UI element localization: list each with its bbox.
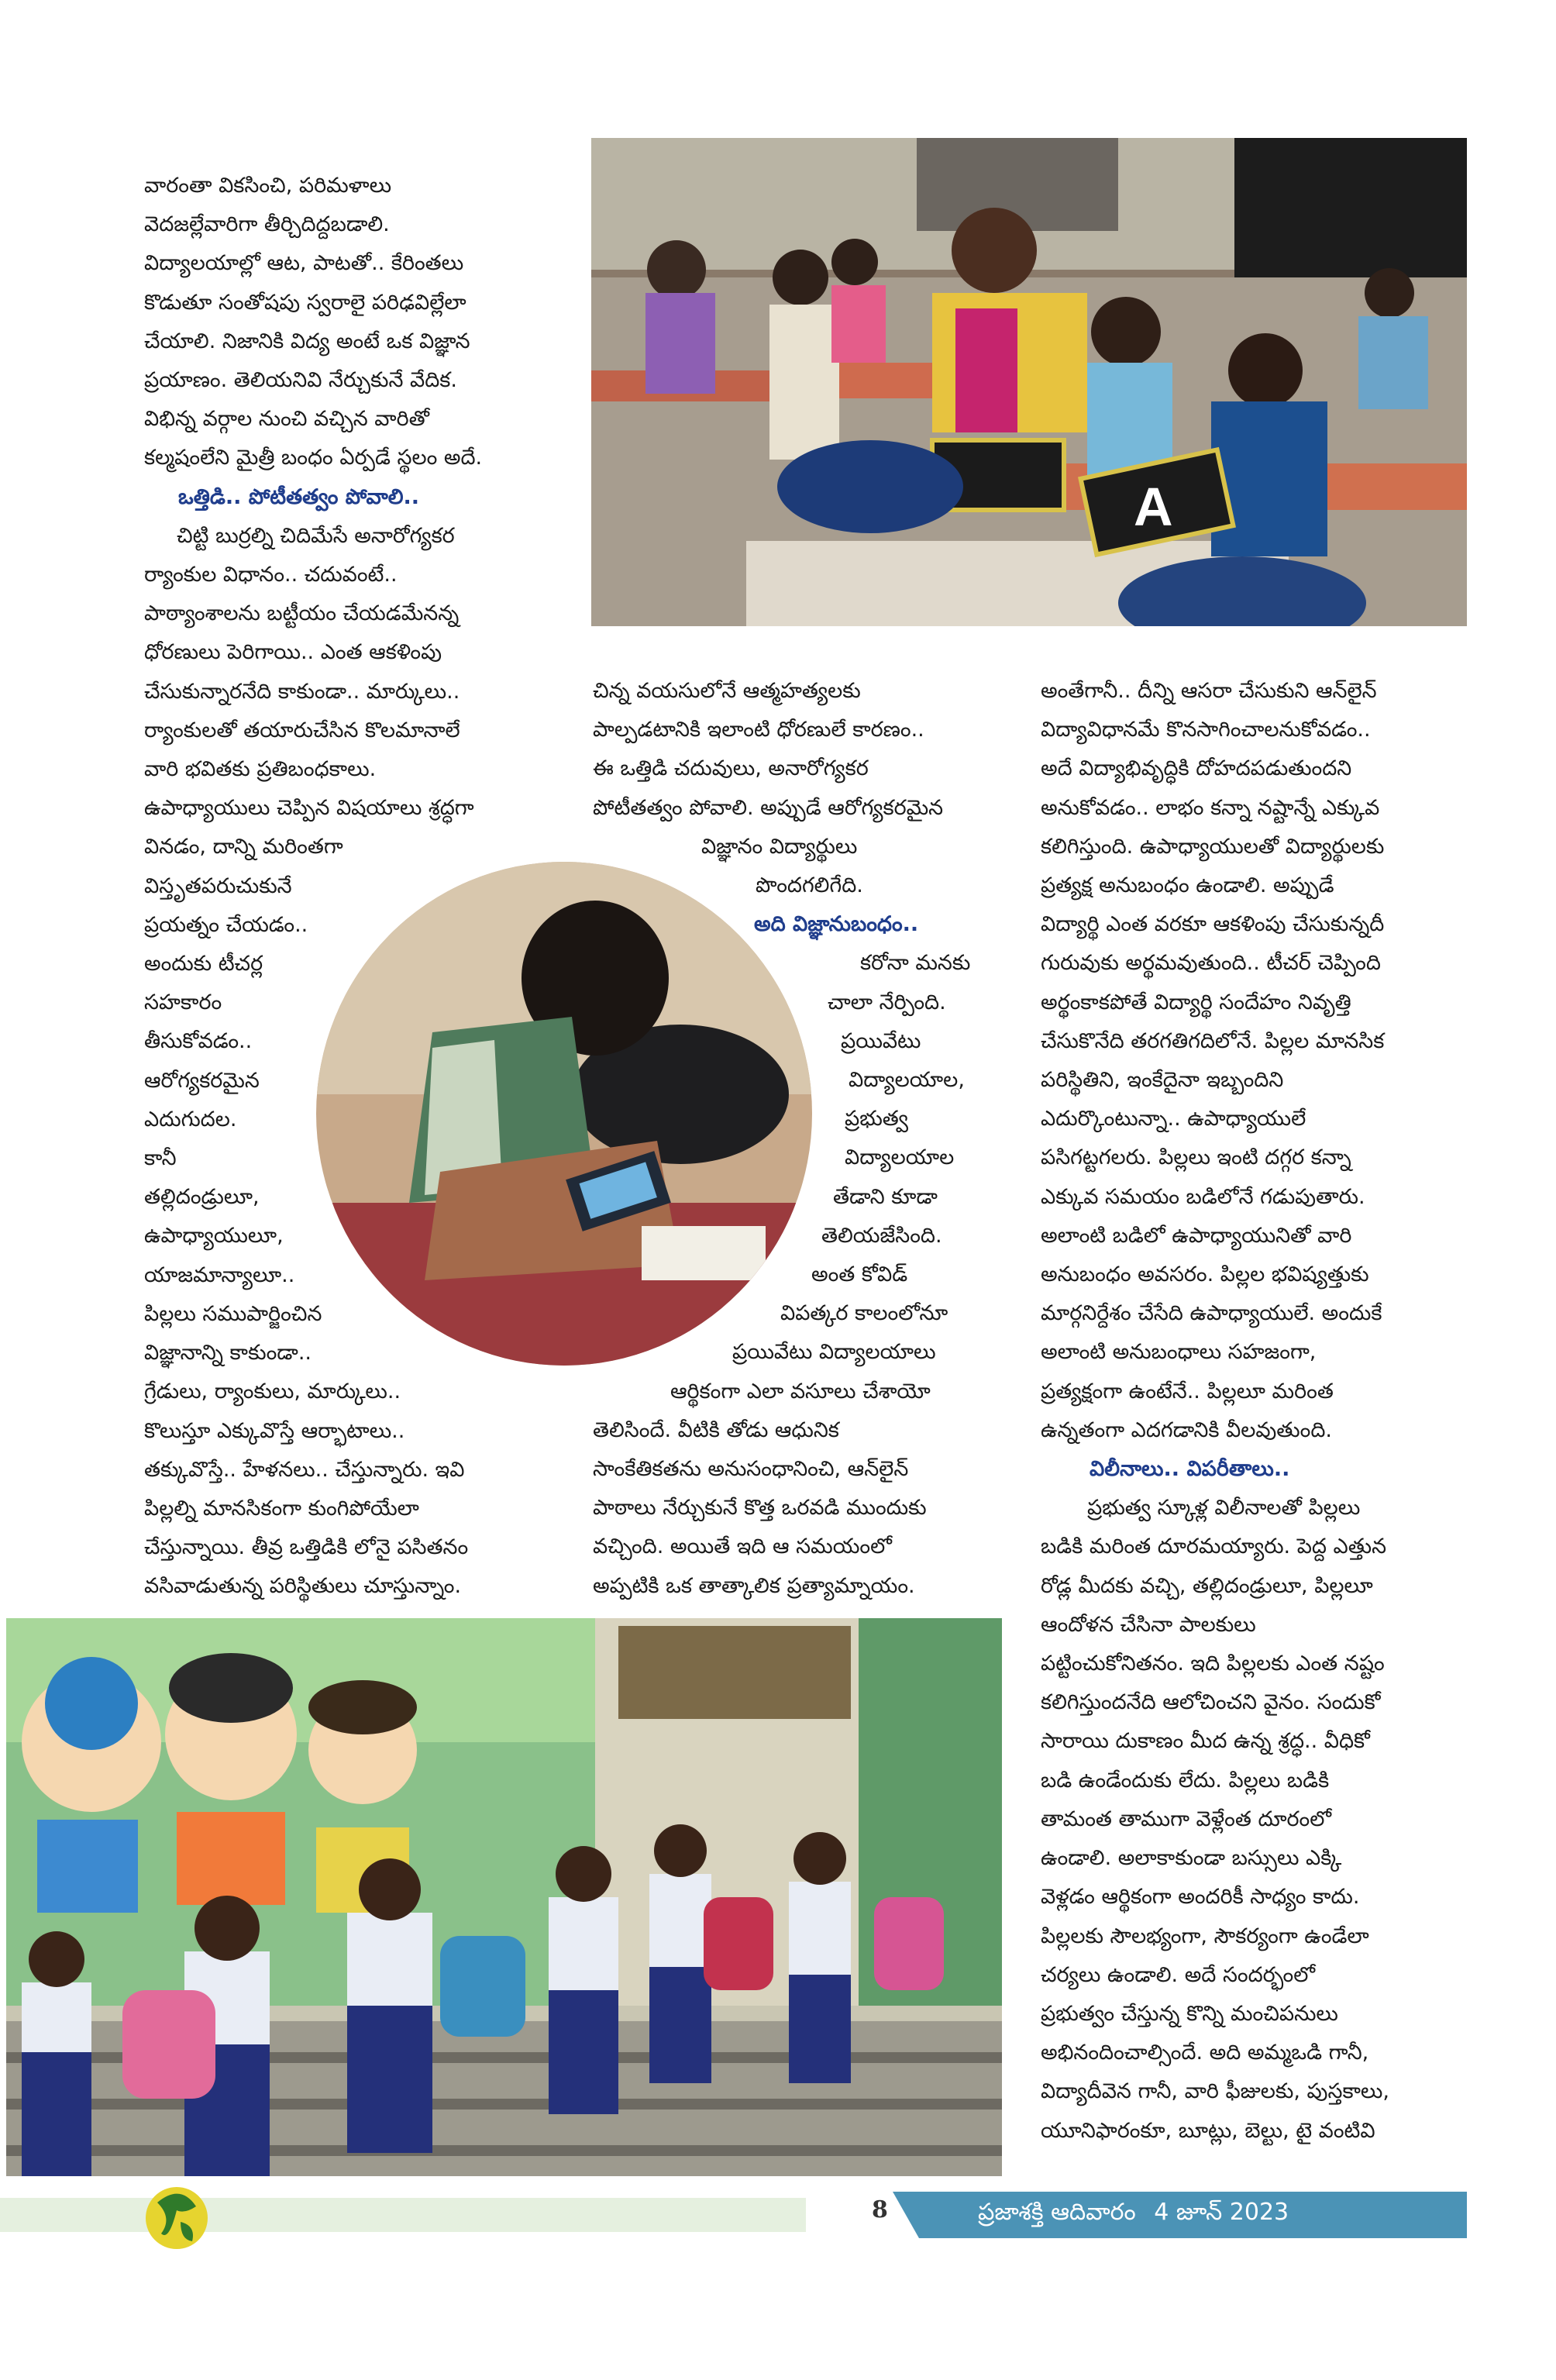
text-line: వారంతా వికసించి, పరిమళాలు [144, 174, 392, 198]
text-line: కానీ [144, 1146, 177, 1171]
text-line: చాలా నేర్పింది. [828, 990, 946, 1014]
text-line: ఈ ఒత్తిడి చదువులు, అనారోగ్యకర [593, 756, 869, 781]
child-phone-photo [316, 862, 812, 1366]
text-line: కరోనా మనకు [860, 951, 971, 976]
text-line: సారాయి దుకాణం మీద ఉన్న శ్రద్ధ.. వీధికో [1041, 1729, 1370, 1754]
text-line: వసివాడుతున్న పరిస్థితులు చూస్తున్నాం. [144, 1574, 462, 1599]
text-line: అర్థంకాకపోతే విద్యార్థి సందేహం నివృత్తి [1041, 990, 1351, 1014]
text-line: ప్రయాణం. తెలియనివి నేర్చుకునే వేదిక. [144, 368, 457, 393]
article-column-3 [1041, 672, 1389, 2151]
section-heading: విలీనాలు.. విపరీతాలు.. [1090, 1457, 1290, 1482]
text-line: పిల్లలకు సౌలభ్యంగా, సౌకర్యంగా ఉండేలా [1041, 1924, 1369, 1948]
text-line: పరిస్థితిని, ఇంకేదైనా ఇబ్బందిని [1041, 1068, 1284, 1093]
text-line: అభినందించాల్సిందే. అది అమ్మఒడి గానీ, [1041, 2041, 1369, 2065]
text-line: వచ్చింది. అయితే ఇది ఆ సమయంలో [593, 1534, 892, 1559]
text-line: ఎక్కువ సమయం బడిలోనే గడుపుతారు. [1041, 1184, 1365, 1209]
text-line: తల్లిదండ్రులూ, [144, 1185, 260, 1210]
footer-band [0, 2192, 1556, 2238]
text-line: ఉపాధ్యాయులు చెప్పిన విషయాలు శ్రద్ధగా [144, 796, 474, 821]
text-line: అందుకు టీచర్ల [144, 952, 263, 976]
text-line: వెళ్లడం ఆర్థికంగా అందరికీ సాధ్యం కాదు. [1041, 1885, 1360, 1910]
text-line: ఆందోళన చేసినా పాలకులు [1041, 1612, 1256, 1637]
text-line: ప్రభుత్వం చేస్తున్న కొన్ని మంచిపనులు [1041, 2001, 1338, 2026]
text-line: సహకారం [144, 990, 222, 1015]
text-line: తక్కువొస్తే.. హేళనలు.. చేస్తున్నారు. ఇవి [144, 1457, 465, 1482]
text-line: కలిగిస్తుంది. ఉపాధ్యాయులతో విద్యార్థులకు [1041, 834, 1385, 859]
text-line: పిల్లల్ని మానసికంగా కుంగిపోయేలా [144, 1496, 419, 1521]
text-line: ఉపాధ్యాయులూ, [144, 1224, 284, 1249]
text-line: చిన్న వయసులోనే ఆత్మహత్యలకు [593, 679, 861, 703]
text-line: పాఠాలు నేర్చుకునే కొత్త ఒరవడి ముందుకు [593, 1496, 927, 1521]
text-line: కలిగిస్తుందనేది ఆలోచించని వైనం. సందుకో [1041, 1690, 1381, 1715]
text-line: గ్రేడులు, ర్యాంకులు, మార్కులు.. [144, 1379, 401, 1404]
text-line: ప్రయత్నం చేయడం.. [144, 912, 308, 937]
text-line: ప్రత్యక్షంగా ఉంటేనే.. పిల్లలూ మరింత [1041, 1379, 1334, 1404]
text-line: పసిగట్టగలరు. పిల్లలు ఇంటి దగ్గర కన్నా [1041, 1145, 1351, 1170]
text-line: అంతేగానీ.. దీన్ని ఆసరా చేసుకుని ఆన్‌లైన్ [1041, 679, 1377, 703]
text-line: ర్యాంకులతో తయారుచేసిన కొలమానాలే [144, 718, 460, 742]
text-line: విద్యాదీవెన గానీ, వారి ఫీజులకు, పుస్తకాలు, [1041, 2079, 1389, 2104]
text-line: పాల్పడటానికి ఇలాంటి ధోరణులే కారణం.. [593, 718, 924, 742]
text-line: చేసుకున్నారనేది కాకుండా.. మార్కులు.. [144, 679, 460, 704]
text-line: యాజమాన్యాలూ.. [144, 1262, 295, 1287]
text-line: విపత్కర కాలంలోనూ [780, 1301, 948, 1326]
page-number: 8 [872, 2196, 888, 2223]
text-line: విద్యావిధానమే కొనసాగించాలనుకోవడం.. [1041, 718, 1371, 742]
classroom-photo [591, 138, 1467, 626]
text-line: పొందగలిగేది. [756, 873, 863, 898]
text-line: బడికి మరింత దూరమయ్యారు. పెద్ద ఎత్తున [1041, 1534, 1387, 1559]
text-line: తీసుకోవడం.. [144, 1029, 253, 1054]
text-line: విజ్ఞానాన్ని కాకుండా.. [144, 1341, 312, 1366]
text-line: ఉన్నతంగా ఎదగడానికి వీలవుతుంది. [1041, 1417, 1332, 1442]
issue-date: 4 జూన్ 2023 [1154, 2199, 1289, 2226]
text-line: ప్రయివేటు [841, 1028, 921, 1053]
text-line: ఆర్థికంగా ఎలా వసూలు చేశాయో [670, 1379, 931, 1404]
text-line: అలాంటి బడిలో ఉపాధ్యాయునితో వారి [1041, 1223, 1352, 1248]
text-line: అప్పటికి ఒక తాత్కాలిక ప్రత్యామ్నాయం. [593, 1573, 915, 1598]
text-line: చేసుకొనేది తరగతిగదిలోనే. పిల్లల మానసిక [1041, 1028, 1385, 1053]
text-line: గురువుకు అర్థమవుతుంది.. టీచర్ చెప్పింది [1041, 951, 1381, 976]
article-column-1 [144, 167, 482, 1607]
text-line: ప్రభుత్వ [845, 1107, 909, 1131]
text-line: అంత కోవిడ్ [811, 1262, 908, 1287]
magazine-logo-icon [138, 2179, 215, 2257]
text-line: విద్యాలయాల్లో ఆట, పాటతో.. కేరింతలు [144, 251, 464, 276]
text-line: మార్గనిర్దేశం చేసేది ఉపాధ్యాయులే. అందుకే [1041, 1301, 1382, 1326]
text-line: చిట్టి బుర్రల్ని చిదిమేసే అనారోగ్యకర [177, 523, 455, 548]
text-line: కొడుతూ సంతోషపు స్వరాలై పరిఢవిల్లేలా [144, 290, 466, 315]
text-line: వినడం, దాన్ని మరింతగా [144, 835, 343, 859]
text-line: సాంకేతికతను అనుసంధానించి, ఆన్‌లైన్ [593, 1457, 909, 1482]
text-line: విద్యార్థి ఎంత వరకూ ఆకళింపు చేసుకున్నదీ [1041, 912, 1385, 937]
text-line: ప్రత్యక్ష అనుబంధం ఉండాలి. అప్పుడే [1041, 873, 1334, 898]
text-line: కొలుస్తూ ఎక్కువొస్తే ఆర్భాటాలు.. [144, 1418, 405, 1443]
text-line: అనుబంధం అవసరం. పిల్లల భవిష్యత్తుకు [1041, 1262, 1369, 1287]
footer-publication-info [978, 2199, 1289, 2231]
text-line: పిల్లలు సముపార్జించిన [144, 1301, 322, 1326]
text-line: చేయాలి. నిజానికి విద్య అంటే ఒక విజ్ఞాన [144, 329, 470, 353]
text-line: పాఠ్యాంశాలను బట్టీయం చేయడమేనన్న [144, 601, 460, 626]
section-heading: అది విజ్ఞానుబంధం.. [754, 912, 919, 937]
text-line: వారి భవితకు ప్రతిబంధకాలు. [144, 757, 377, 782]
text-line: విద్యాలయాల [845, 1145, 955, 1170]
text-line: అనుకోవడం.. లాభం కన్నా నష్టాన్నే ఎక్కువ [1041, 795, 1380, 820]
section-heading: ఒత్తిడి.. పోటీతత్వం పోవాలి.. [178, 484, 420, 509]
text-line: ప్రభుత్వ స్కూళ్ల విలీనాలతో పిల్లలు [1087, 1496, 1361, 1521]
text-line: విస్తృతపరుచుకునే [144, 873, 292, 898]
text-line: కల్మషంలేని మైత్రీ బంధం ఏర్పడే స్థలం అదే. [144, 446, 483, 470]
text-line: రోడ్ల మీదకు వచ్చి, తల్లిదండ్రులూ, పిల్లలూ [1041, 1573, 1373, 1598]
text-line: ఎదుగుదల. [144, 1107, 237, 1131]
text-line: తేడాని కూడా [833, 1184, 938, 1209]
svg-text:A: A [1134, 477, 1173, 537]
text-line: తామంత తాముగా వెళ్లేంత దూరంలో [1041, 1807, 1332, 1831]
text-line: ఆరోగ్యకరమైన [144, 1068, 260, 1093]
text-line: పోటీతత్వం పోవాలి. అప్పుడే ఆరోగ్యకరమైన [593, 795, 944, 820]
text-line: వెదజల్లేవారిగా తీర్చిదిద్దబడాలి. [144, 212, 390, 237]
text-line: విజ్ఞానం విద్యార్థులు [701, 834, 858, 859]
text-line: ధోరణులు పెరిగాయి.. ఎంత ఆకళింపు [144, 640, 442, 665]
text-line: బడి ఉండేందుకు లేదు. పిల్లలు బడికి [1041, 1768, 1330, 1793]
text-line: విభిన్న వర్గాల నుంచి వచ్చిన వారితో [144, 407, 429, 432]
text-line: ప్రయివేటు విద్యాలయాలు [732, 1340, 936, 1365]
text-line: చర్యలు ఉండాలి. అదే సందర్భంలో [1041, 1962, 1316, 1987]
text-line: పట్టించుకోనితనం. ఇది పిల్లలకు ఎంత నష్టం [1041, 1652, 1385, 1676]
text-line: యూనిఫారంకూ, బూట్లు, బెల్టు, టై వంటివి [1041, 2118, 1375, 2143]
text-line: తెలియజేసింది. [821, 1223, 942, 1248]
text-line: చేస్తున్నాయి. తీవ్ర ఒత్తిడికి లోనై పసితనం [144, 1535, 469, 1560]
text-line: అలాంటి అనుబంధాలు సహజంగా, [1041, 1340, 1317, 1365]
text-line: విద్యాలయాల, [849, 1068, 965, 1093]
text-line: అదే విద్యాభివృద్ధికి దోహదపడుతుందని [1041, 756, 1352, 781]
students-stairs-photo [6, 1618, 1002, 2176]
publication-name: ప్రజాశక్తి ఆదివారం [978, 2199, 1136, 2226]
text-line: ర్యాంకుల విధానం.. చదువంటే.. [144, 563, 398, 587]
text-line: తెలిసిందే. వీటికి తోడు ఆధునిక [593, 1417, 839, 1442]
text-line: ఉండాలి. అలాకాకుండా బస్సులు ఎక్కి [1041, 1846, 1342, 1871]
text-line: ఎదుర్కొంటున్నా.. ఉపాధ్యాయులే [1041, 1107, 1306, 1131]
